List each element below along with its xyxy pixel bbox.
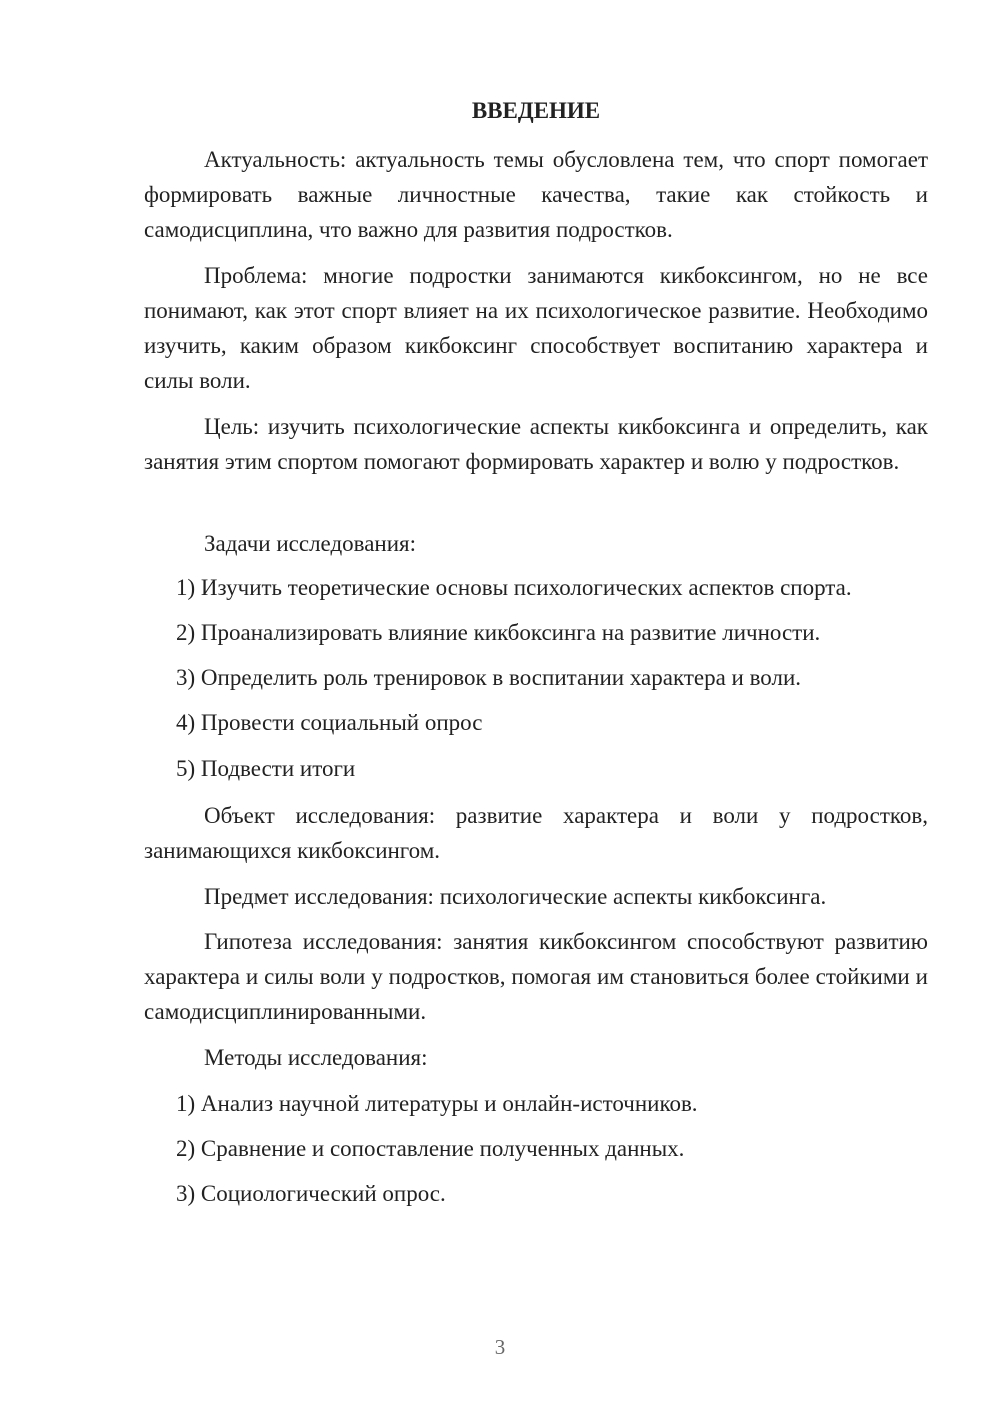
task-item: 1) Изучить теоретические основы психологических аспектов спорта. — [176, 575, 852, 600]
task-item: 4) Провести социальный опрос — [176, 710, 483, 735]
section-title: ВВЕДЕНИЕ — [471, 98, 601, 123]
paragraph-methods-heading: Методы исследования: — [204, 1045, 428, 1070]
task-item: 2) Проанализировать влияние кикбоксинга на развитие личности. — [176, 620, 821, 645]
method-item: 2) Сравнение и сопоставление полученных данных. — [176, 1136, 685, 1161]
method-item: 1) Анализ научной литературы и онлайн-источников. — [176, 1091, 698, 1116]
paragraph-relevance: Актуальность: актуальность темы обусловлена тем, что спорт помогает формировать важные личностные качества, такие как стойкость и самодисциплина, что важно для развития подростков. — [144, 147, 928, 242]
paragraph-hypothesis: Гипотеза исследования: занятия кикбоксингом способствуют развитию характера и силы воли у подростков, помогая им становиться более стойкими и самодисциплинированными. — [144, 929, 928, 1024]
page-number: 3 — [494, 1335, 506, 1359]
paragraph-object: Объект исследования: развитие характера и воли у подростков, занимающихся кикбоксингом. — [144, 803, 928, 863]
task-item: 5) Подвести итоги — [176, 756, 356, 781]
paragraph-goal: Цель: изучить психологические аспекты кикбоксинга и определить, как занятия этим спортом помогают формировать характер и волю у подростков. — [144, 414, 928, 474]
task-item: 3) Определить роль тренировок в воспитании характера и воли. — [176, 665, 802, 690]
paragraph-problem: Проблема: многие подростки занимаются кикбоксингом, но не все понимают, как этот спорт влияет на их психологическое развитие. Необходимо изучить, каким образом кикбоксинг способствует воспитанию характера и силы воли. — [144, 263, 928, 393]
paragraph-subject: Предмет исследования: психологические аспекты кикбоксинга. — [204, 884, 827, 909]
method-item: 3) Социологический опрос. — [176, 1181, 446, 1206]
paragraph-tasks-heading: Задачи исследования: — [204, 531, 417, 556]
